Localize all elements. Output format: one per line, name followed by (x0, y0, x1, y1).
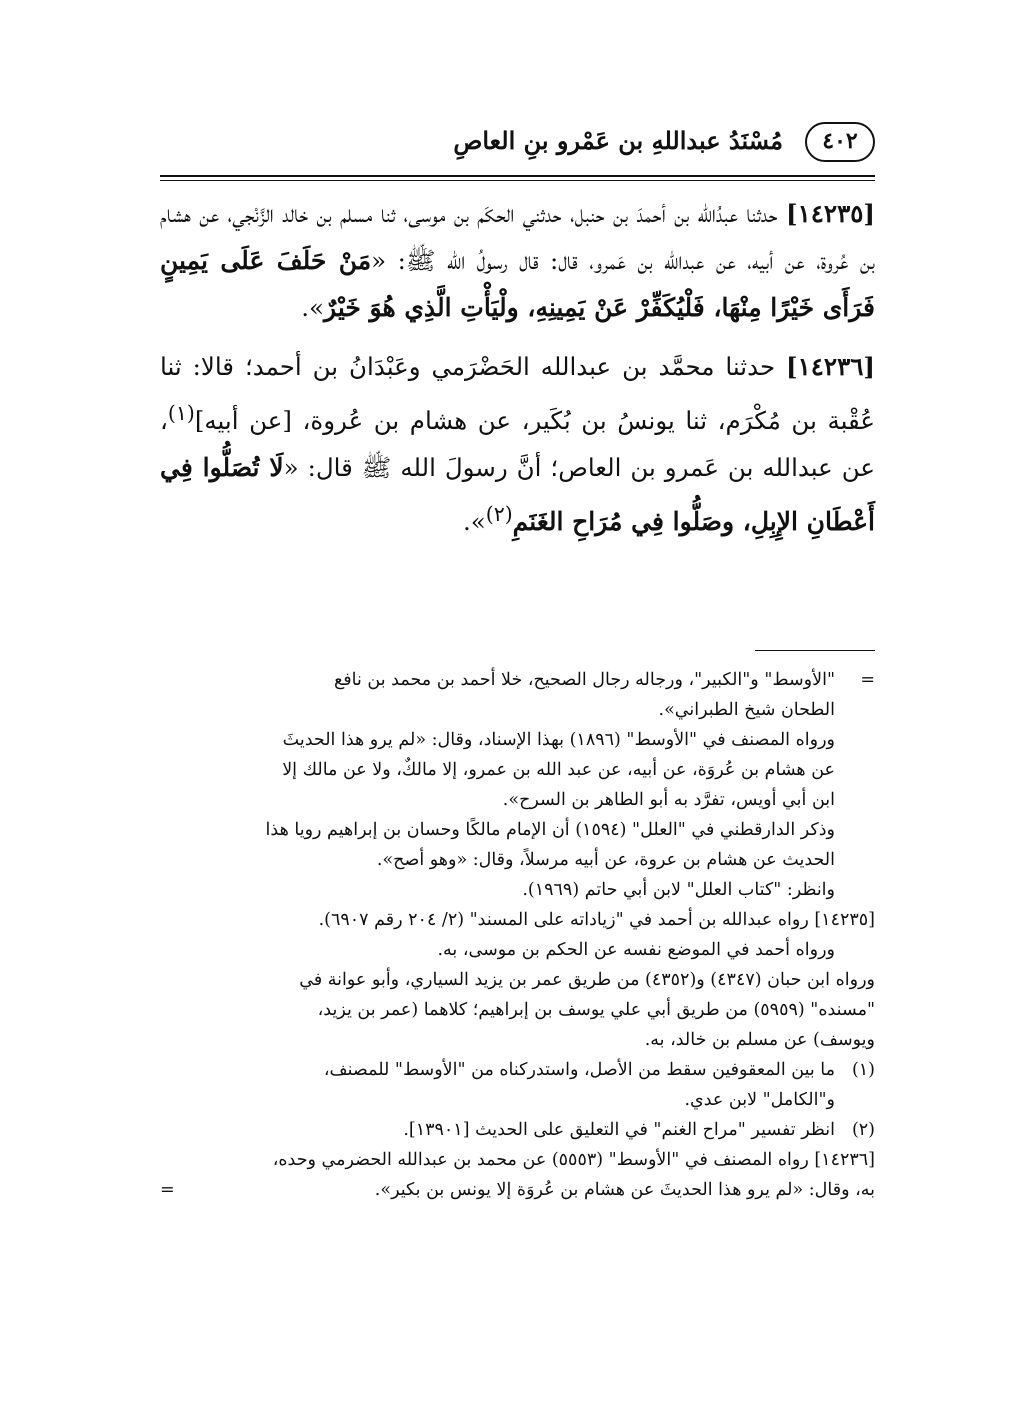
running-title: مُسْنَدُ عبداللهِ بن عَمْرو بنِ العاصِ (453, 126, 783, 155)
continuation-mark: = (860, 670, 875, 690)
hadith-14236 (160, 343, 875, 545)
continuation-mark: = (160, 1180, 175, 1200)
hadith-isnad: حدثنا محمَّد بن عبدالله الحَضْرَمي وعَبْدَانُ بن أحمد؛ قالا: ثنا عُقْبة بن مُكْرَم، ثنا يونسُ بن بُكَير، عن هشام بن عُروة، [عن أبيه] (160, 352, 875, 436)
note-line: الحديث عن هشام بن عروة، عن أبيه مرسلاً، وقال: «وهو أصح». (376, 850, 835, 870)
note-line: [١٤٢٣٥] رواه عبدالله بن أحمد في "زياداته على المسند" (٢/ ٢٠٤ رقم ٦٩٠٧). (318, 910, 875, 930)
note-line: ويوسف) عن مسلم بن خالد، به. (644, 1030, 875, 1050)
hadith-isnad: حدثنا عبدُالله بن أحمدَ بن حنبل، حدثني الحكَم بن موسى، ثنا مسلم بن خالد الزَّنْجي، عن هشام بن عُروة، عن أبيه، عن عبدالله بن عَمرو، قال: قال رسولُ الله ﷺ: « (160, 199, 875, 275)
note-line: ابن أبي أويس، تفرَّد به أبو الطاهر بن السرح». (502, 790, 835, 810)
note-line: ورواه المصنف في "الأوسط" (١٨٩٦) بهذا الإسناد، وقال: «لم يرو هذا الحديثَ (282, 730, 835, 750)
hadith-matn: لَا تُصَلُّوا فِي أَعْطَانِ الإِبِلِ، وصَلُّوا فِي مُرَاحِ الغَنَمِ (160, 453, 875, 537)
hadith-14235 (160, 190, 875, 331)
note-line: و"الكامل" لابن عدي. (684, 1090, 835, 1110)
note-line: به، وقال: «لم يرو هذا الحديثَ عن هشام بن عُروَة إلا يونس بن بكير». = (160, 1175, 875, 1205)
hadith-close: ». (301, 293, 325, 322)
note-line: وانظر: "كتاب العلل" لابن أبي حاتم (١٩٦٩). (522, 880, 835, 900)
page-number: ٤٠٢ (805, 122, 875, 162)
footnote-ref-1[interactable]: (١) (167, 401, 195, 425)
footnote-marker-2: (٢) (851, 1120, 875, 1140)
footnote-separator (755, 650, 875, 651)
hadith-isnad-cont: ، عن عبدالله بن عَمرو بن العاص؛ أنَّ رسولَ الله ﷺ قال: « (160, 406, 875, 483)
footnote-ref-2[interactable]: (٢) (485, 502, 513, 527)
note-line: ورواه أحمد في الموضع نفسه عن الحكم بن موسى، به. (437, 940, 835, 960)
note-line: [١٤٢٣٦] رواه المصنف في "الأوسط" (٥٥٥٣) عن محمد بن عبدالله الحضرمي وحده، (272, 1150, 875, 1170)
note-line: "مسنده" (٥٩٥٩) من طريق أبي علي يوسف بن إبراهيم؛ كلاهما (عمر بن يزيد، (317, 1000, 875, 1020)
hadith-number: [١٤٢٣٥] (786, 199, 875, 228)
note-line: عن هشام بن عُروَة، عن أبيه، عن عبد الله بن عمرو، إلا مالكٌ، ولا عن مالك إلا (282, 760, 835, 780)
hadith-number: [١٤٢٣٦] (786, 352, 875, 381)
note-line: = "الأوسط" و"الكبير"، ورجاله رجال الصحيح، خلا أحمد بن محمد بن نافع (160, 665, 875, 695)
note-line: وذكر الدارقطني في "العلل" (١٥٩٤) أن الإمام مالكًا وحسان بن إبراهيم رويا هذا (265, 820, 835, 840)
footnotes (160, 665, 875, 1205)
header-rule-thin (160, 180, 875, 181)
note-line: (١) ما بين المعقوفين سقط من الأصل، واستدركناه من "الأوسط" للمصنف، (160, 1055, 875, 1085)
footnote-marker-1: (١) (851, 1060, 875, 1080)
hadith-matn: مَنْ حَلَفَ عَلَى يَمِينٍ فَرَأَى خَيْرًا مِنْهَا، فَلْيُكَفِّرْ عَنْ يَمِينِهِ، ولْيَأْتِ الَّذِي هُوَ خَيْرٌ (160, 246, 875, 322)
main-text (160, 190, 875, 557)
header-rule-thick (160, 175, 875, 177)
hadith-close: ». (462, 507, 486, 537)
note-line: الطحان شيخ الطبراني». (658, 700, 835, 720)
note-line: ورواه ابن حبان (٤٣٤٧) و(٤٣٥٢) من طريق عمر بن يزيد السياري، وأبو عوانة في (299, 970, 875, 990)
page-header (160, 118, 875, 178)
note-line: (٢) انظر تفسير "مراح الغنم" في التعليق على الحديث [١٣٩٠١]. (160, 1115, 875, 1145)
